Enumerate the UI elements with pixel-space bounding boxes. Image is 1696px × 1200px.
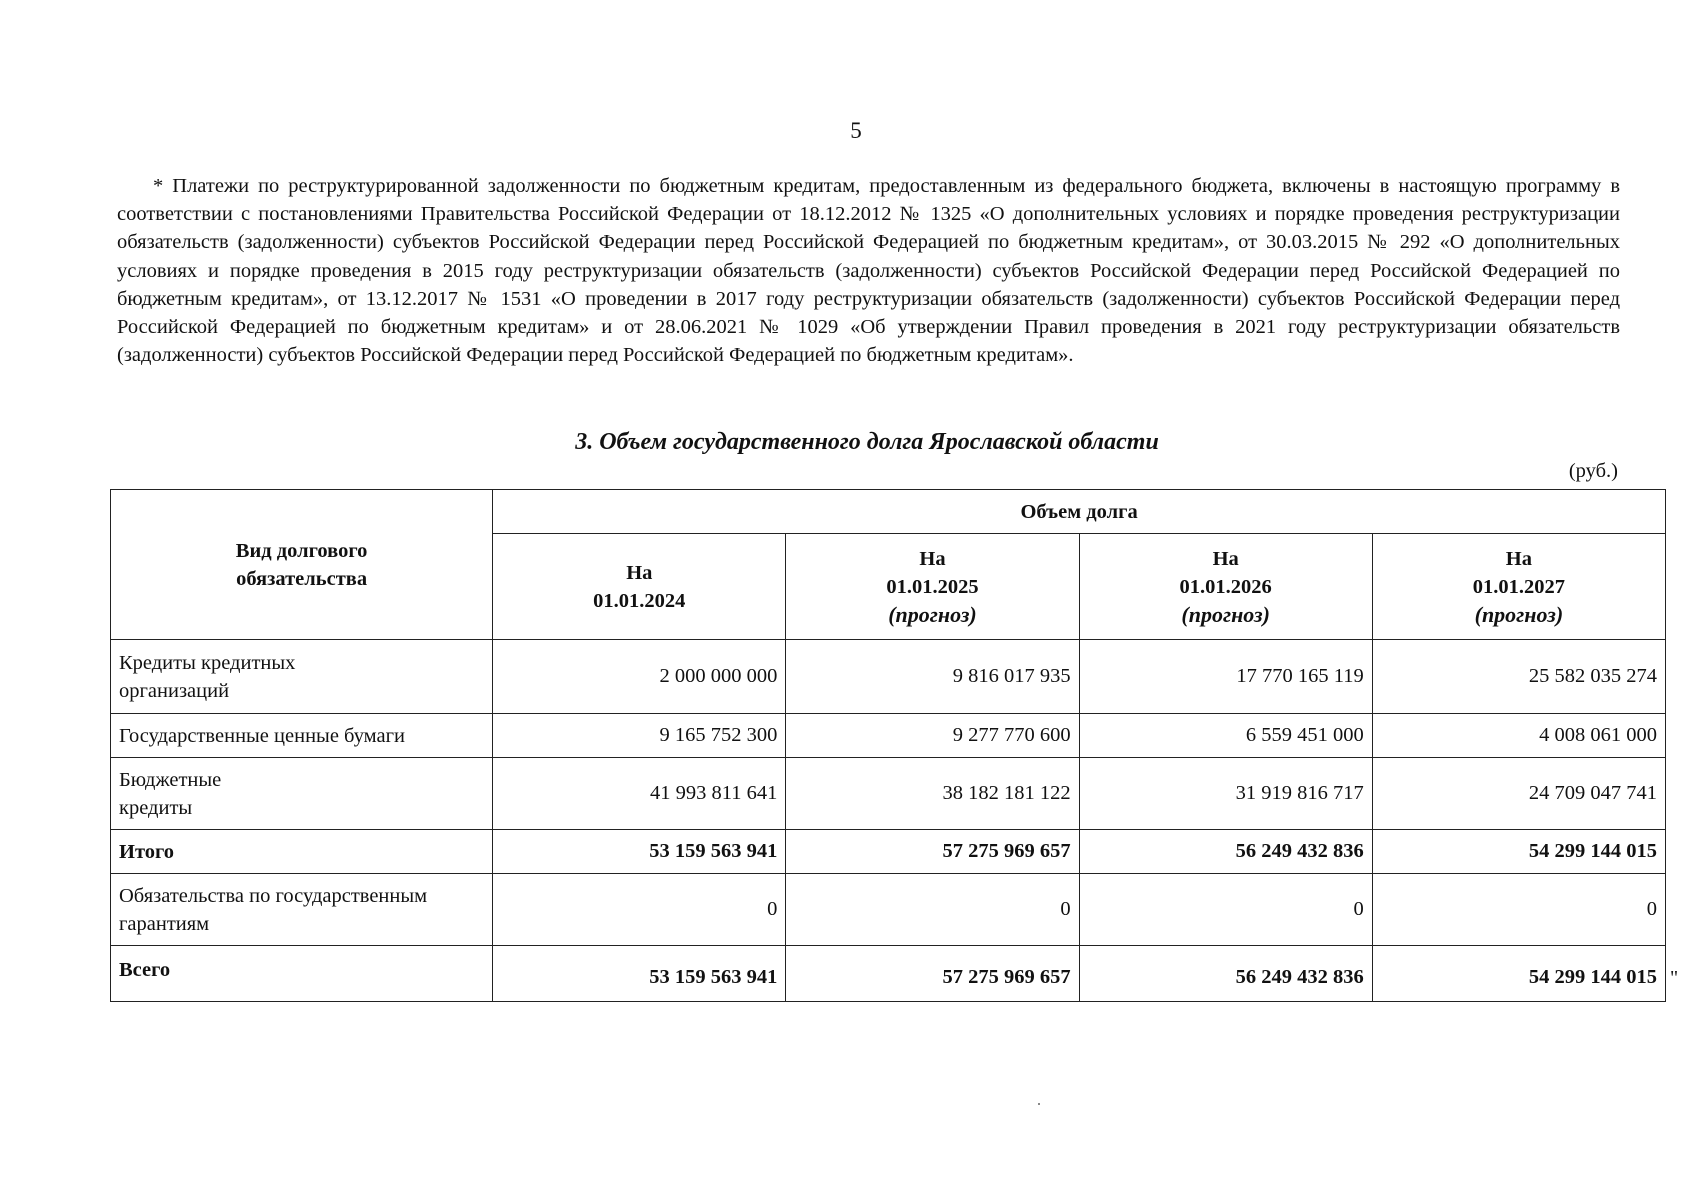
table-cell: 17 770 165 119 (1079, 640, 1372, 714)
date-column-header-2025 (786, 534, 1079, 640)
table-cell: 25 582 035 274 (1372, 640, 1665, 714)
table-cell: 57 275 969 657 (786, 946, 1079, 1002)
table-cell: 38 182 181 122 (786, 758, 1079, 830)
table-row-total (111, 946, 1666, 1002)
date-column-header-2026 (1079, 534, 1372, 640)
table-cell: 24 709 047 741 (1372, 758, 1665, 830)
table-cell: 0 (493, 874, 786, 946)
forecast-note: (прогноз) (888, 601, 977, 627)
row-label: Бюджетные кредиты (111, 758, 493, 830)
row-label: Обязательства по государственным гарантиям (111, 874, 493, 946)
date-prefix: На (626, 561, 653, 584)
table-cell: 0 (1372, 874, 1665, 946)
table-row-budget-credits (111, 758, 1666, 830)
date-value: 01.01.2027 (1472, 575, 1565, 598)
debt-volume-group-header: Объем долга (493, 490, 1666, 534)
debt-volume-table (110, 489, 1666, 1002)
scan-artifact (1038, 1103, 1040, 1105)
debt-type-header-label: Вид долгового обязательства (235, 539, 368, 590)
unit-label: (руб.) (1568, 460, 1618, 482)
table-cell: 0 (1079, 874, 1372, 946)
section-title: 3. Объем государственного долга Ярославской области (575, 429, 1159, 455)
page-number: 5 (850, 118, 862, 143)
date-value: 01.01.2025 (886, 575, 979, 598)
table-row-government-securities (111, 714, 1666, 758)
date-prefix: На (919, 547, 946, 570)
forecast-note: (прогноз) (1474, 601, 1564, 627)
table-cell: 4 008 061 000 (1372, 714, 1665, 758)
row-label: Государственные ценные бумаги (111, 714, 493, 758)
table-cell: 41 993 811 641 (493, 758, 786, 830)
table-row-bank-credits (111, 640, 1666, 714)
table-cell: 9 816 017 935 (786, 640, 1079, 714)
table-cell: 9 277 770 600 (786, 714, 1079, 758)
forecast-note: (прогноз) (1181, 601, 1270, 627)
row-label: Всего (111, 946, 493, 1002)
date-value: 01.01.2026 (1179, 575, 1272, 598)
date-value: 01.01.2024 (593, 589, 686, 612)
table-cell: 6 559 451 000 (1079, 714, 1372, 758)
debt-type-header (111, 490, 493, 640)
date-prefix: На (1505, 547, 1532, 570)
table-cell: 9 165 752 300 (493, 714, 786, 758)
date-prefix: На (1212, 547, 1239, 570)
table-cell: 31 919 816 717 (1079, 758, 1372, 830)
row-label: Кредиты кредитных организаций (111, 640, 493, 714)
closing-quote-mark: " (1670, 967, 1679, 989)
table-cell: 57 275 969 657 (786, 830, 1079, 874)
date-column-header-2024 (493, 534, 786, 640)
table-cell: 56 249 432 836 (1079, 830, 1372, 874)
footnote-text: * Платежи по реструктурированной задолженности по бюджетным кредитам, предоставленным из федерального бюджета, включены в настоящую программу в соответствии с постановлениями Правительства Российской Федерации от 18.12.2012 № 1325 «О дополнительных условиях и порядке проведения реструктуризации обязательств (задолженности) субъектов Российской Федерации перед Российской Федерацией по бюджетным кредитам», от 30.03.2015 № 292 «О дополнительных условиях и порядке проведения в 2015 году реструктуризации обязательств (задолженности) субъектов Российской Федерации перед Российской Федерацией по бюджетным кредитам», от 13.12.2017 № 1531 «О проведении в 2017 году реструктуризации обязательств (задолженности) субъектов Российской Федерации перед Российской Федерацией по бюджетным кредитам» и от 28.06.2021 № 1029 «Об утверждении Правил проведения в 2021 году реструктуризации обязательств (задолженности) субъектов Российской Федерации перед Российской Федерацией по бюджетным кредитам». (117, 175, 1620, 367)
row-label: Итого (111, 830, 493, 874)
table-cell: 54 299 144 015 (1372, 830, 1665, 874)
table-cell: 56 249 432 836 (1079, 946, 1372, 1002)
table-cell: 0 (786, 874, 1079, 946)
date-column-header-2027 (1372, 534, 1665, 640)
table-cell: 2 000 000 000 (493, 640, 786, 714)
table-cell: 54 299 144 015 (1372, 946, 1665, 1002)
table-row-guarantees (111, 874, 1666, 946)
table-row-subtotal (111, 830, 1666, 874)
table-cell: 53 159 563 941 (493, 830, 786, 874)
table-cell: 53 159 563 941 (493, 946, 786, 1002)
